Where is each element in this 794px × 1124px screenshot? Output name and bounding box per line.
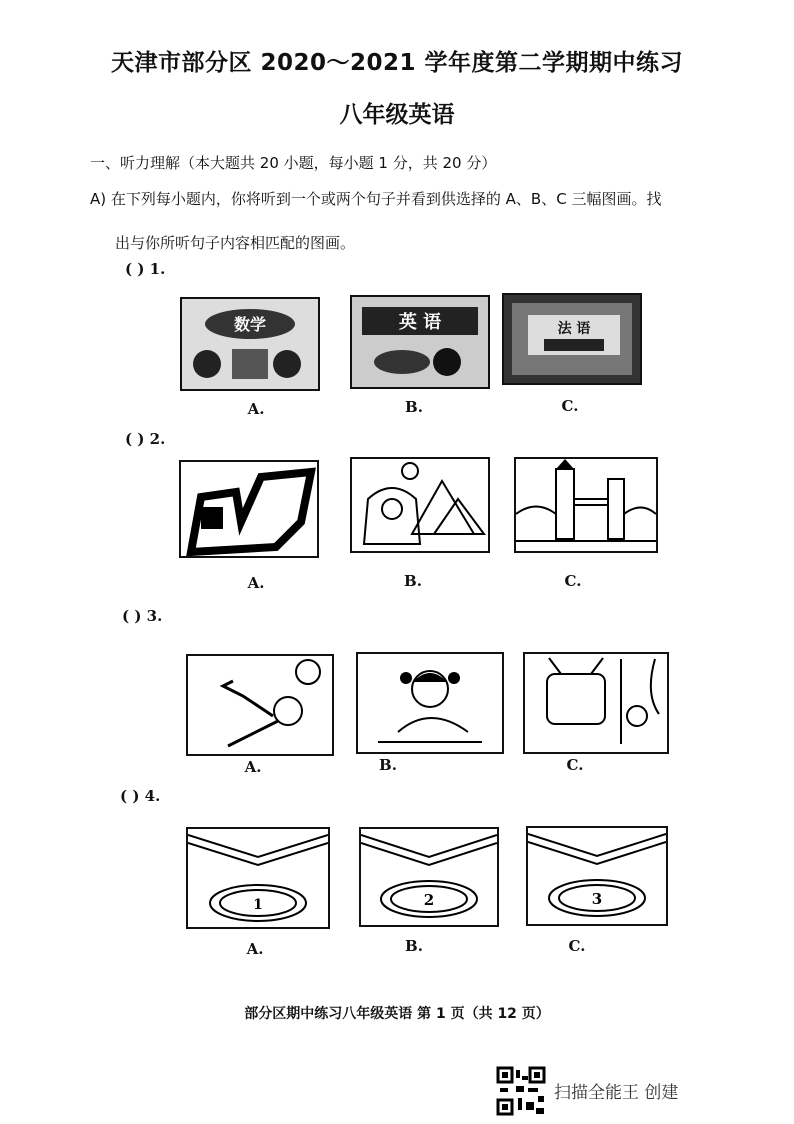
question-number: ( ) 2. — [125, 430, 166, 448]
option-label: C. — [561, 397, 579, 415]
picture-tower-bridge — [514, 457, 658, 553]
option-label: C. — [566, 756, 584, 774]
option-label: A. — [247, 400, 265, 418]
qr-code-icon — [496, 1066, 546, 1116]
picture-boy-soccer — [186, 654, 334, 756]
picture-stage-1 — [186, 827, 330, 929]
option-label: B. — [405, 937, 423, 955]
scanner-watermark: 扫描全能王 创建 — [554, 1083, 679, 1103]
option-label: A. — [246, 940, 264, 958]
option-label: B. — [379, 756, 397, 774]
picture-english-book — [350, 295, 490, 389]
picture-text: 法 语 — [557, 321, 591, 337]
picture-great-wall — [179, 460, 319, 558]
option-label: B. — [404, 572, 422, 590]
picture-stage-3 — [526, 826, 668, 926]
picture-girl-writing — [356, 652, 504, 754]
picture-pyramids — [350, 457, 490, 553]
instruction-line-1: A) 在下列每小题内，你将听到一个或两个句子并看到供选择的 A、B、C 三幅图画。找 — [90, 190, 662, 208]
option-label: A. — [247, 574, 265, 592]
section-heading: 一、听力理解（本大题共 20 小题，每小题 1 分，共 20 分） — [90, 154, 497, 172]
page-title: 天津市部分区 2020～2021 学年度第二学期期中练习 — [110, 50, 684, 76]
picture-math-book — [180, 297, 320, 391]
picture-text: 2 — [423, 891, 435, 909]
picture-tv-baby — [523, 652, 669, 754]
picture-stage-2 — [359, 827, 499, 927]
picture-french-book — [502, 293, 642, 385]
instruction-line-2: 出与你所听句子内容相匹配的图画。 — [115, 234, 356, 252]
option-label: B. — [405, 398, 423, 416]
picture-text: 3 — [591, 890, 603, 908]
picture-text: 英 语 — [398, 312, 442, 333]
picture-text: 1 — [253, 897, 263, 913]
option-label: A. — [244, 758, 262, 776]
page-subtitle: 八年级英语 — [339, 102, 455, 128]
option-label: C. — [568, 937, 586, 955]
question-number: ( ) 3. — [122, 607, 163, 625]
picture-text: 数学 — [233, 315, 267, 334]
question-number: ( ) 1. — [125, 260, 166, 278]
page-footer: 部分区期中练习八年级英语 第 1 页（共 12 页） — [244, 1006, 550, 1022]
question-number: ( ) 4. — [120, 787, 161, 805]
option-label: C. — [564, 572, 582, 590]
